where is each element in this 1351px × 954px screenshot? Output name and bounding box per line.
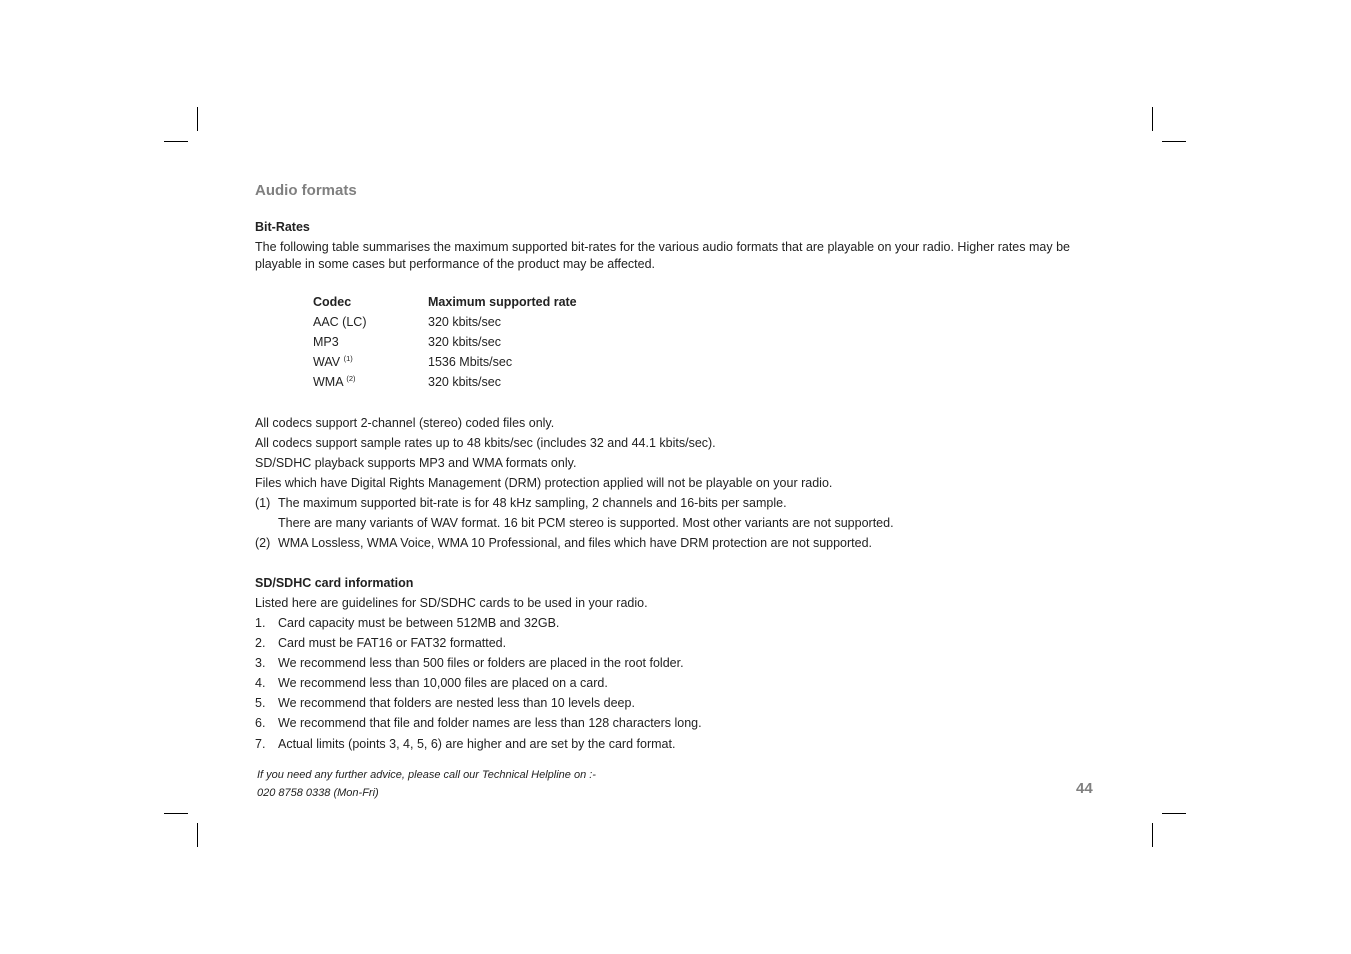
crop-mark [1152,823,1153,847]
list-number: 1. [255,616,266,630]
list-number: 2. [255,636,266,650]
page-number: 44 [1076,780,1093,797]
note-line: Files which have Digital Rights Management (DRM) protection applied will not be playable on your radio. [255,476,833,490]
list-number: 3. [255,656,266,670]
column-header-codec: Codec [313,295,352,309]
crop-mark [1162,141,1186,142]
rate-cell: 320 kbits/sec [428,375,501,389]
list-item: Actual limits (points 3, 4, 5, 6) are higher and are set by the card format. [278,737,676,751]
table-row [313,375,713,395]
bitrates-heading: Bit-Rates [255,220,310,234]
codec-cell: WMA [313,375,343,389]
list-number: 5. [255,696,266,710]
list-number: 7. [255,737,266,751]
footnote-marker: (1) [343,354,353,363]
footnote-marker: (2) [346,374,356,383]
codec-cell: MP3 [313,335,339,349]
crop-mark [1152,107,1153,131]
crop-mark [164,141,188,142]
list-item: Card must be FAT16 or FAT32 formatted. [278,636,507,650]
sdhc-heading: SD/SDHC card information [255,576,414,590]
helpline-text: If you need any further advice, please call our Technical Helpline on :- [257,769,596,781]
sdhc-intro: Listed here are guidelines for SD/SDHC cards to be used in your radio. [255,596,648,610]
list-number: 6. [255,716,266,730]
list-item: We recommend that folders are nested less than 10 levels deep. [278,696,635,710]
rate-cell: 320 kbits/sec [428,315,501,329]
footnote-text: The maximum supported bit-rate is for 48 kHz sampling, 2 channels and 16-bits per sample. [278,496,787,510]
crop-mark [1162,813,1186,814]
crop-mark [197,107,198,131]
rate-cell: 320 kbits/sec [428,335,501,349]
note-line: All codecs support 2-channel (stereo) coded files only. [255,416,555,430]
footnote-number: (1) [255,496,271,510]
codec-cell: WAV [313,355,341,369]
note-line: SD/SDHC playback supports MP3 and WMA formats only. [255,456,577,470]
footnote-text: WMA Lossless, WMA Voice, WMA 10 Professional, and files which have DRM protection are not supported. [278,536,873,550]
table-row [313,315,713,335]
column-header-rate: Maximum supported rate [428,295,577,309]
codec-cell: AAC (LC) [313,315,367,329]
list-item: We recommend less than 500 files or folders are placed in the root folder. [278,656,684,670]
crop-mark [164,813,188,814]
helpline-number: 020 8758 0338 (Mon-Fri) [257,787,379,799]
page-title: Audio formats [255,182,357,199]
table-header-row [313,295,713,315]
note-line: All codecs support sample rates up to 48 kbits/sec (includes 32 and 44.1 kbits/sec). [255,436,716,450]
list-item: We recommend that file and folder names are less than 128 characters long. [278,716,702,730]
rate-cell: 1536 Mbits/sec [428,355,513,369]
list-item: We recommend less than 10,000 files are placed on a card. [278,676,608,690]
footnote-number: (2) [255,536,271,550]
list-item: Card capacity must be between 512MB and 32GB. [278,616,560,630]
table-row [313,355,713,375]
crop-mark [197,823,198,847]
table-row [313,335,713,355]
footnote-text-continued: There are many variants of WAV format. 16 bit PCM stereo is supported. Most other variants are not supported. [278,516,894,530]
list-number: 4. [255,676,266,690]
bitrates-intro: The following table summarises the maximum supported bit-rates for the various audio formats that are playable on your radio. Higher rates may be playable in some cases but performance of the product may be affected. [255,240,1070,271]
